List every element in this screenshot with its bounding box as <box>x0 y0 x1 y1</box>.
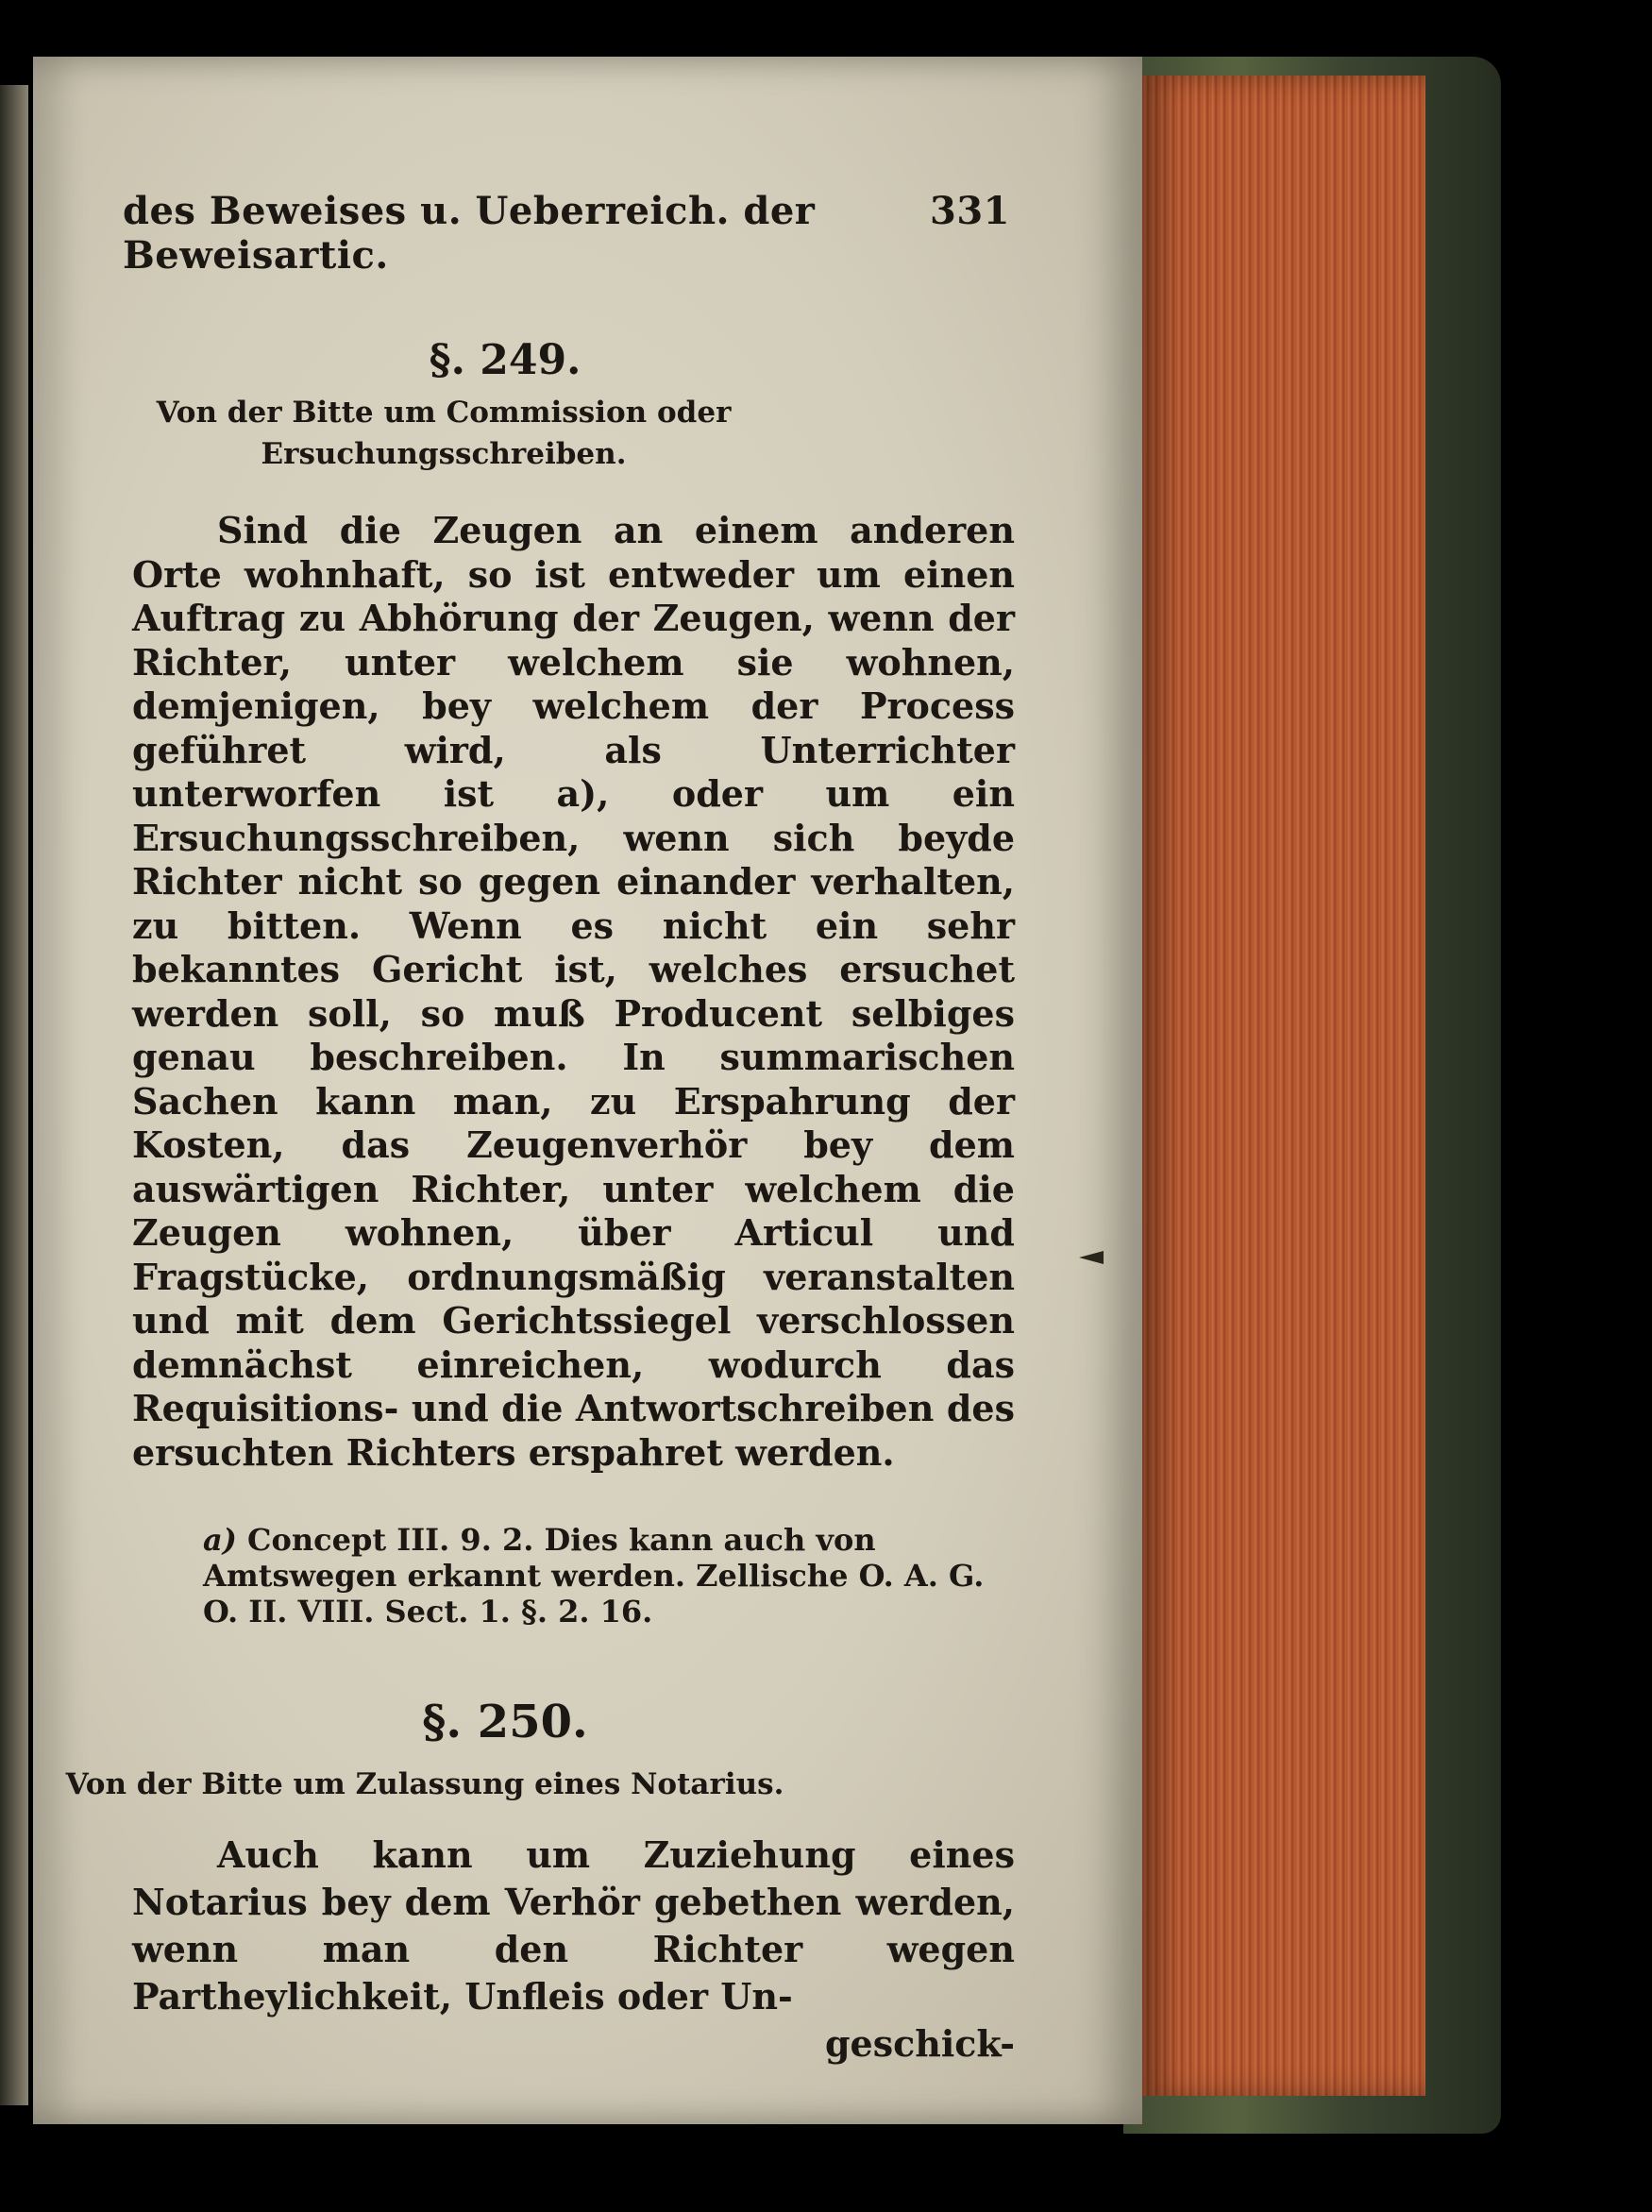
margin-mark-icon <box>1079 1251 1104 1264</box>
section-title-250: Von der Bitte um Zulassung eines Notarius. <box>65 1767 784 1801</box>
footnote-marker: a) <box>203 1522 237 1558</box>
page-edges <box>1142 76 1425 2096</box>
facing-page-edge <box>0 85 28 2105</box>
section-number-250: §. 250. <box>422 1696 588 1748</box>
footnote-a <box>203 1522 1015 1629</box>
footnote-text: Concept III. 9. 2. Dies kann auch von Amtswegen erkannt werden. Zellische O. A. G. O. II. VIII. Sect. 1. §. 2. 16. <box>203 1522 985 1629</box>
page-content <box>65 189 1029 2065</box>
section-title-line-2: Ersuchungsschreiben. <box>261 437 627 471</box>
book-page <box>33 57 1142 2124</box>
section-body-249: Sind die Zeugen an einem anderen Orte wohnhaft, so ist entweder um einen Auftrag zu Abhörung der Zeugen, wenn der Richter, unter welchem sie wohnen, demjenigen, bey welchem der Process geführet wird, als Unterrichter unterworfen ist a), oder um ein Ersuchungsschreiben, wenn sich beyde Richter nicht so gegen einander verhalten, zu bitten. Wenn es nicht ein sehr bekanntes Gericht ist, welches ersuchet werden soll, so muß Producent selbiges genau beschreiben. In summarischen Sachen kann man, zu Erspahrung der Kosten, das Zeugenverhör bey dem auswärtigen Richter, unter welchem die Zeugen wohnen, über Articul und Fragstücke, ordnungsmäßig veranstalten und mit dem Gerichtssiegel verschlossen demnächst einreichen, wodurch das Requisitions- und die Antwortschreiben des ersuchten Richters erspahret werden. <box>132 509 1015 1474</box>
page-number: 331 <box>930 189 1010 233</box>
section-title-line-1: Von der Bitte um Commission oder <box>156 396 732 430</box>
section-number-249: §. 249. <box>429 336 582 384</box>
running-head <box>123 189 1010 278</box>
section-title-249 <box>0 392 916 475</box>
section-body-250: Auch kann um Zuziehung eines Notarius bey dem Verhör gebethen werden, wenn man den Richter wegen Partheylichkeit, Unfleis oder Un- <box>132 1833 1015 2018</box>
running-head-text: des Beweises u. Ueberreich. der Beweisartic. <box>123 189 816 278</box>
catchword: geschick- <box>824 2022 1015 2065</box>
